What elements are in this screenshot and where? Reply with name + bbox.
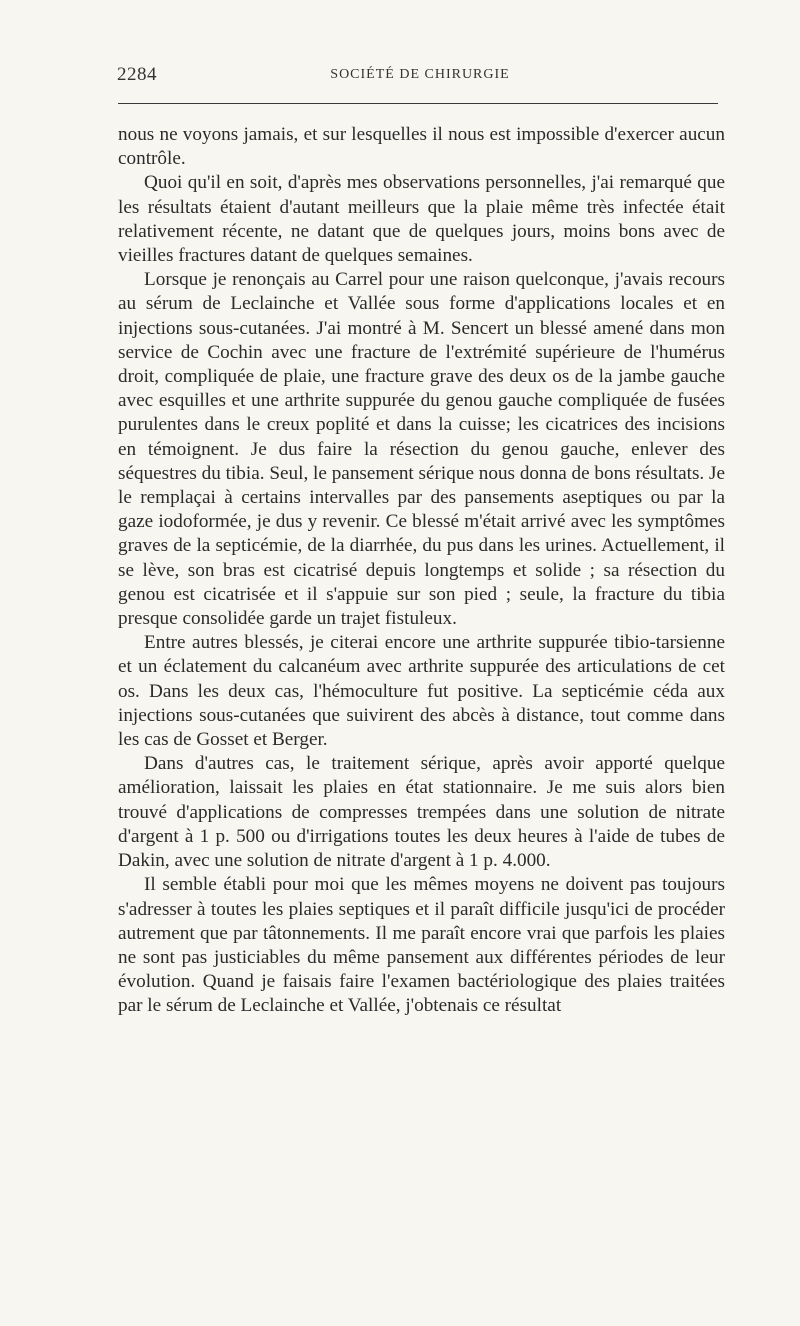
paragraph: Il semble établi pour moi que les mêmes moyens ne doivent pas toujours s'adresser à toutes les plaies septiques et il paraît difficile jusqu'ici de procéder autrement que par tâtonnements. Il me paraît encore vrai que parfois les plaies ne sont pas justiciables du même pansement aux différentes périodes de leur évolution. Quand je faisais faire l'examen bactériologique des plaies traitées par le sérum de Leclainche et Vallée, j'obtenais ce résultat <box>118 874 725 1017</box>
body-text <box>118 123 725 1019</box>
running-title: SOCIÉTÉ DE CHIRURGIE <box>330 67 510 82</box>
header-rule <box>118 103 718 104</box>
paragraph-continuation: nous ne voyons jamais, et sur lesquelles il nous est impossible d'exercer aucun contrôle. <box>118 124 725 170</box>
page-number: 2284 <box>117 64 157 85</box>
paragraph: Entre autres blessés, je citerai encore une arthrite suppurée tibio-tarsienne et un éclatement du calcanéum avec arthrite suppurée des articulations de cet os. Dans les deux cas, l'hémoculture fut positive. La septicémie céda aux injections sous-cutanées que suivirent des abcès à distance, tout comme dans les cas de Gosset et Berger. <box>118 632 725 751</box>
paragraph: Quoi qu'il en soit, d'après mes observations personnelles, j'ai remarqué que les résultats étaient d'autant meilleurs que la plaie même très infectée était relativement récente, ne datant que de quelques jours, moins bons avec de vieilles fractures datant de quelques semaines. <box>118 172 725 267</box>
paragraph: Dans d'autres cas, le traitement sérique, après avoir apporté quelque amélioration, laissait les plaies en état stationnaire. Je me suis alors bien trouvé d'applications de compresses trempées dans une solution de nitrate d'argent à 1 p. 500 ou d'irrigations toutes les deux heures à l'aide de tubes de Dakin, avec une solution de nitrate d'argent à 1 p. 4.000. <box>118 753 725 872</box>
page-header <box>117 64 723 94</box>
paragraph: Lorsque je renonçais au Carrel pour une raison quelconque, j'avais recours au sérum de Leclainche et Vallée sous forme d'applications locales et en injections sous-cutanées. J'ai montré à M. Sencert un blessé amené dans mon service de Cochin avec une fracture de l'extrémité supérieure de l'humérus droit, compliquée de plaie, une fracture grave des deux os de la jambe gauche avec esquilles et une arthrite suppurée du genou gauche compliquée de fusées purulentes dans le creux poplité et dans la cuisse; les cicatrices des incisions en témoignent. Je dus faire la résection du genou gauche, enlever des séquestres du tibia. Seul, le pansement sérique nous donna de bons résultats. Je le remplaçai à certains intervalles par des pansements aseptiques ou par la gaze iodoformée, je dus y revenir. Ce blessé m'était arrivé avec les symptômes graves de la septicémie, de la diarrhée, du pus dans les urines. Actuellement, il se lève, son bras est cicatrisé depuis longtemps et solide ; sa résection du genou est cicatrisée et il s'appuie sur son pied ; seule, la fracture du tibia presque consolidée garde un trajet fistuleux. <box>118 269 725 630</box>
